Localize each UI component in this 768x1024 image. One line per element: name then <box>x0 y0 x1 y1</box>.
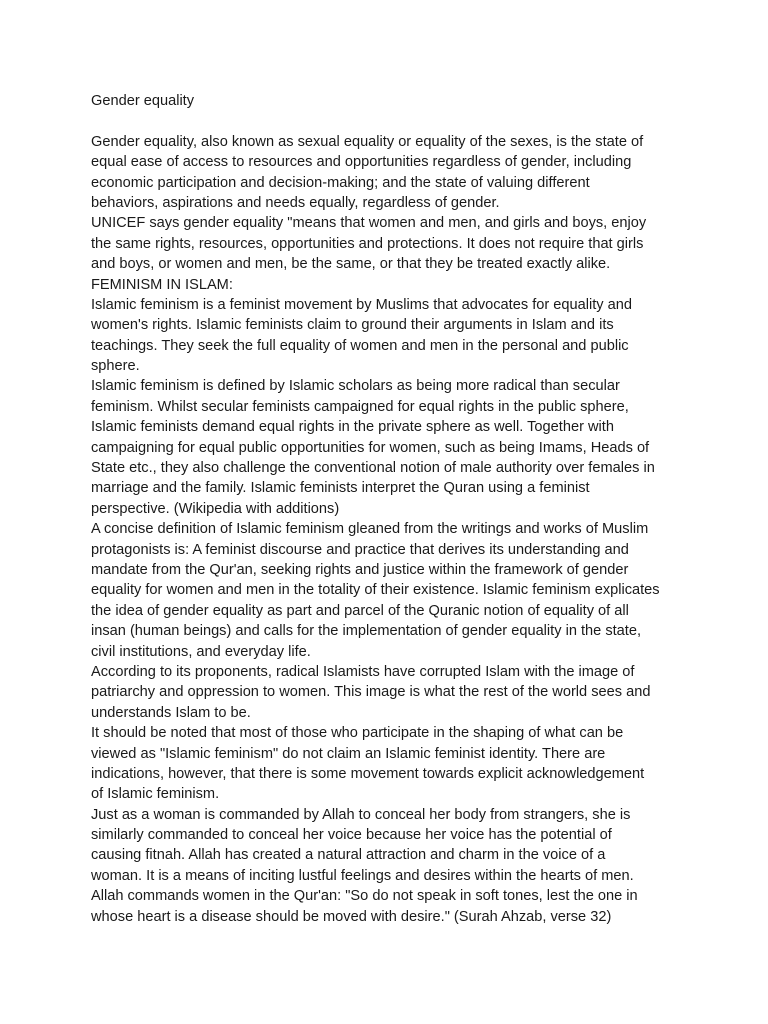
text-line: protagonists is: A feminist discourse and practice that derives its understanding and <box>91 541 629 558</box>
text-line: equality for women and men in the totality of their existence. Islamic feminism explicates <box>91 582 660 599</box>
document-title: Gender equality <box>91 93 195 109</box>
text-line: causing fitnah. Allah has created a natural attraction and charm in the voice of a <box>91 847 606 864</box>
text-line: feminism. Whilst secular feminists campaigned for equal rights in the public sphere, <box>91 398 629 415</box>
text-line: the same rights, resources, opportunities and protections. It does not require that girls <box>91 235 644 252</box>
text-line: behaviors, aspirations and needs equally, regardless of gender. <box>91 194 500 211</box>
text-line: campaigning for equal public opportunities for women, such as being Imams, Heads of <box>91 439 650 456</box>
paragraph <box>91 519 691 662</box>
text-line: Just as a woman is commanded by Allah to conceal her body from strangers, she is <box>91 806 631 823</box>
text-line: FEMINISM IN ISLAM: <box>91 276 233 293</box>
paragraph <box>91 376 691 519</box>
paragraph <box>91 723 691 805</box>
text-line: the idea of gender equality as part and parcel of the Quranic notion of equality of all <box>91 602 629 619</box>
text-line: viewed as "Islamic feminism" do not claim an Islamic feminist identity. There are <box>91 745 606 762</box>
text-line: marriage and the family. Islamic feminists interpret the Quran using a feminist <box>91 480 590 497</box>
document-body <box>91 91 691 927</box>
text-line: understands Islam to be. <box>91 704 251 721</box>
text-line: UNICEF says gender equality "means that women and men, and girls and boys, enjoy <box>91 215 647 232</box>
text-line: A concise definition of Islamic feminism gleaned from the writings and works of Muslim <box>91 521 649 538</box>
text-line: patriarchy and oppression to women. This image is what the rest of the world sees and <box>91 684 651 701</box>
text-line: of Islamic feminism. <box>91 786 220 803</box>
paragraph-list <box>91 132 691 927</box>
paragraph <box>91 662 691 723</box>
text-line: indications, however, that there is some movement towards explicit acknowledgement <box>91 765 645 782</box>
text-line: woman. It is a means of inciting lustful feelings and desires within the hearts of men. <box>91 867 634 884</box>
paragraph <box>91 805 691 927</box>
text-line: whose heart is a disease should be moved with desire." (Surah Ahzab, verse 32) <box>91 908 612 925</box>
text-line: Allah commands women in the Qur'an: "So do not speak in soft tones, lest the one in <box>91 888 638 905</box>
paragraph <box>91 132 691 214</box>
text-line: teachings. They seek the full equality of women and men in the personal and public <box>91 337 629 354</box>
text-line: insan (human beings) and calls for the implementation of gender equality in the state, <box>91 623 642 640</box>
text-line: It should be noted that most of those who participate in the shaping of what can be <box>91 725 624 742</box>
text-line: Gender equality, also known as sexual equality or equality of the sexes, is the state of <box>91 133 644 150</box>
text-line: perspective. (Wikipedia with additions) <box>91 500 340 517</box>
paragraph <box>91 213 691 274</box>
text-line: economic participation and decision-making; and the state of valuing different <box>91 174 590 191</box>
text-line: According to its proponents, radical Islamists have corrupted Islam with the image of <box>91 663 635 680</box>
blank-line <box>91 111 691 131</box>
text-line: State etc., they also challenge the conventional notion of male authority over females in <box>91 460 655 477</box>
text-line: Islamic feminism is defined by Islamic scholars as being more radical than secular <box>91 378 620 395</box>
text-line: women's rights. Islamic feminists claim to ground their arguments in Islam and its <box>91 317 614 334</box>
text-line: sphere. <box>91 358 140 375</box>
text-line: and boys, or women and men, be the same, or that they be treated exactly alike. <box>91 256 611 273</box>
text-line: Islamic feminism is a feminist movement by Muslims that advocates for equality and <box>91 296 632 313</box>
text-line: mandate from the Qur'an, seeking rights and justice within the framework of gender <box>91 561 629 578</box>
text-line: civil institutions, and everyday life. <box>91 643 311 660</box>
text-line: equal ease of access to resources and opportunities regardless of gender, including <box>91 154 632 171</box>
paragraph <box>91 295 691 377</box>
text-line: Islamic feminists demand equal rights in the private sphere as well. Together with <box>91 419 614 436</box>
paragraph <box>91 275 691 295</box>
text-line: similarly commanded to conceal her voice because her voice has the potential of <box>91 827 612 844</box>
